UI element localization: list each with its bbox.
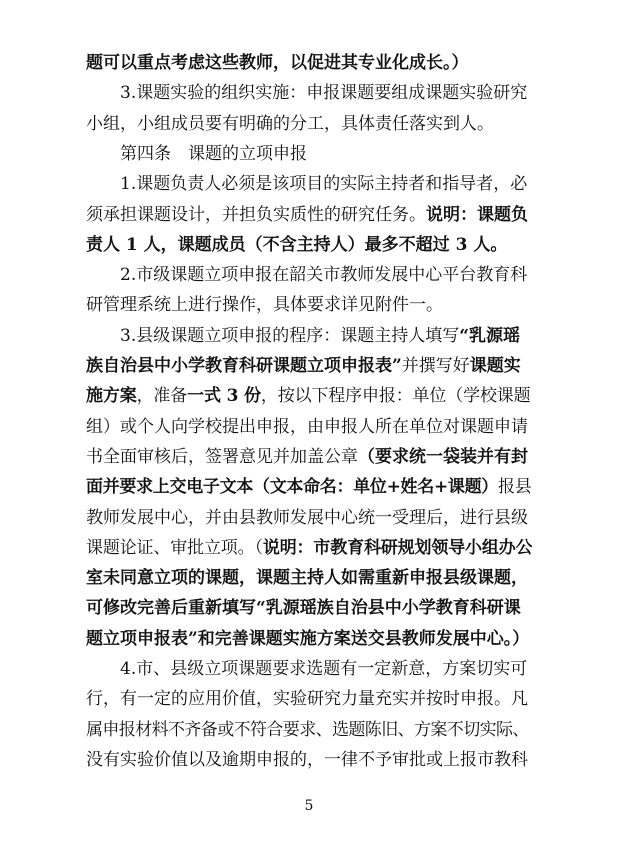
bold-text-run: 题立项申报表”和完善课题实施方案送交县教师发展中心。） [86, 628, 530, 649]
bold-text-run: （要求统一袋装并有封 [358, 446, 528, 467]
text-run: 第四条 课题的立项申报 [120, 143, 307, 164]
text-line [86, 472, 532, 502]
bold-text-run: 题可以重点考虑这些教师，以促进其专业化成长。） [86, 53, 469, 73]
text-run: 没有实验价值以及逾期申报的，一律不予审批或上报市教科 [86, 749, 528, 770]
page-number: 5 [304, 798, 314, 814]
text-run: 4.市、县级立项课题要求选题有一定新意，方案切实可 [120, 659, 528, 679]
text-line [120, 654, 532, 684]
text-run: 3.课题实验的组织实施：申报课题要组成课题实验研究 [120, 83, 528, 104]
text-line [86, 351, 532, 381]
text-line [120, 139, 532, 169]
text-run: 教师发展中心，并由县教师发展中心统一受理后，进行县级 [86, 507, 528, 528]
bold-text-run: 可修改完善后重新填写“乳源瑶族自治县中小学教育科研课 [86, 598, 521, 619]
text-run: 3.县级课题立项申报的程序：课题主持人填写 [120, 325, 460, 346]
text-run: 课题论证、审批立项。（ [86, 537, 263, 558]
text-line [86, 230, 532, 260]
text-line [86, 48, 532, 78]
text-line [86, 200, 532, 230]
text-run: 须承担课题设计，并担负实质性的研究任务。 [86, 204, 426, 225]
bold-text-run: 说明：课题负 [426, 204, 528, 225]
text-line [86, 745, 532, 775]
text-line [120, 169, 532, 199]
text-run: 1.课题负责人必须是该项目的实际主持者和指导者，必 [120, 174, 528, 195]
bold-text-run: 说明：市教育科研规划领导小组办公 [262, 537, 532, 558]
bold-text-run: “乳源瑶 [459, 325, 521, 346]
bold-text-run: 施方案 [86, 386, 137, 407]
text-run: 行，有一定的应用价值，实验研究力量充实并按时申报。凡 [86, 689, 528, 710]
text-line [120, 78, 532, 108]
text-run: ，按以下程序申报：单位（学校课题 [260, 386, 531, 407]
text-run: 研管理系统上进行操作，具体要求详见附件一。 [86, 295, 443, 316]
text-line [86, 684, 532, 714]
text-line [86, 624, 532, 654]
text-run: 并撰写好 [401, 356, 470, 376]
text-line [86, 533, 532, 563]
text-run: 书全面审核后，签署意见并加盖公章 [86, 446, 358, 467]
text-run: 属申报材料不齐备或不符合要求、选题陈旧、方案不切实际、 [86, 719, 529, 740]
text-run: ，准备 [136, 386, 188, 407]
text-line [86, 593, 532, 623]
bold-text-run: 责人 1 人，课题成员（不含主持人）最多不超过 3 人。 [86, 234, 508, 255]
bold-text-run: 一式 3 份 [187, 386, 261, 407]
text-line [120, 260, 532, 290]
text-run: 小组，小组成员要有明确的分工，具体责任落实到人。 [86, 113, 494, 134]
text-line [86, 503, 532, 533]
bold-text-run: 面并要求上交电子文本（文本命名：单位+姓名+课题） [86, 477, 498, 498]
text-line [86, 109, 532, 139]
bold-text-run: 室未同意立项的课题，课题主持人如需重新申报县级课题， [86, 568, 528, 589]
text-line [86, 442, 532, 472]
text-line [86, 290, 532, 320]
bold-text-run: 课题实 [469, 356, 521, 376]
text-line [86, 412, 532, 442]
bold-text-run: 族自治县中小学教育科研课题立项申报表” [86, 356, 402, 376]
text-line [86, 381, 532, 411]
text-line [86, 563, 532, 593]
text-run: 报县 [498, 477, 532, 498]
text-line [120, 321, 532, 351]
text-run: 2.市级课题立项申报在韶关市教师发展中心平台教育科 [120, 265, 528, 286]
text-run: 组）或个人向学校提出申报，由申报人所在单位对课题申请 [86, 416, 528, 437]
text-line [86, 715, 532, 745]
